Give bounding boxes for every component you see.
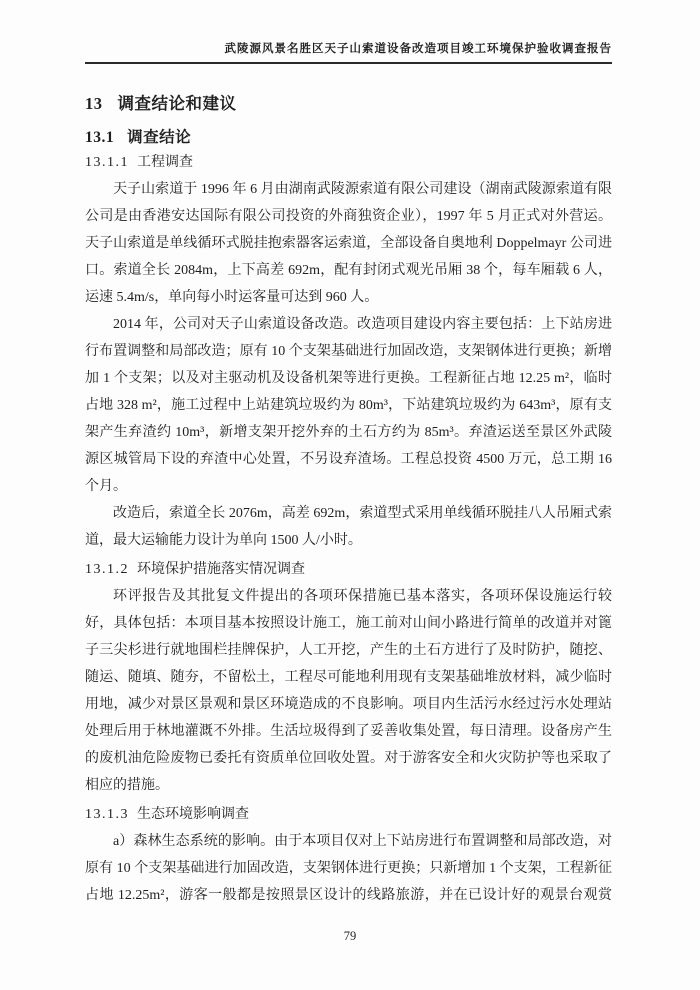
chapter-heading xyxy=(85,90,612,114)
subsection-number: 13.1.3 xyxy=(85,807,129,822)
subsection-number: 13.1.2 xyxy=(85,562,129,577)
chapter-title: 调查结论和建议 xyxy=(117,94,237,113)
subsection-title: 环境保护措施落实情况调查 xyxy=(137,562,305,577)
subsection-heading-engineering xyxy=(85,149,612,176)
running-header: 武陵源风景名胜区天子山索道设备改造项目竣工环境保护验收调查报告 xyxy=(85,40,612,64)
subsection-heading-ecological-impact xyxy=(85,801,612,828)
paragraph-post-renovation-specs: 改造后，索道全长 2076m，高差 692m，索道型式采用单线循环脱挂八人吊厢式索道，最大运输能力设计为单向 1500 人/小时。 xyxy=(85,506,612,548)
chapter-number: 13 xyxy=(85,94,103,113)
section-title: 调查结论 xyxy=(127,129,192,146)
subsection-number: 13.1.1 xyxy=(85,155,129,170)
section-heading xyxy=(85,125,612,147)
subsection-title: 工程调查 xyxy=(137,155,193,170)
section-number: 13.1 xyxy=(85,129,115,146)
paragraph-measure-implementation: 环评报告及其批复文件提出的各项环保措施已基本落实，各项环保设施运行较好，具体包括：本项目基本按照设计施工，施工前对山间小路进行简单的改道并对篦子三尖杉进行就地围栏挂牌保护，人工开挖，产生的土石方进行了及时防护，随挖、随运、随填、随夯，不留松土，工程尽可能地利用现有支架基础堆放材料，减少临时用地，减少对景区景观和景区环境造成的不良影响。项目内生活污水经过污水处理站处理后用于林地灌溉不外排。生活垃圾得到了妥善收集处置，每日清理。设备房产生的废机油危险废物已委托有资质单位回收处置。对于游客安全和火灾防护等也采取了相应的措施。 xyxy=(85,589,612,793)
paragraph-cableway-history: 天子山索道于 1996 年 6 月由湖南武陵源索道有限公司建设（湖南武陵源索道有限公司是由香港安达国际有限公司投资的外商独资企业），1997 年 5 月正式对外营运。天子山索道是单线循环式脱挂抱索器客运索道，全部设备自奥地利 Doppelmayr 公司进口。索道全长 2084m，上下高差 692m，配有封闭式观光吊厢 38 个，每车厢载 6 人，运速 5.4m/s，单向每小时运客量可达到 960 人。 xyxy=(85,182,612,305)
paragraph-renovation-scope: 2014 年，公司对天子山索道设备改造。改造项目建设内容主要包括：上下站房进行布置调整和局部改造；原有 10 个支架基础进行加固改造，支架钢体进行更换；新增加 1 个支架；以及对主驱动机及设备机架等进行更换。工程新征占地 12.25 m²，临时占地 328 m²，施工过程中上站建筑垃圾约为 80m³，下站建筑垃圾约为 643m³，原有支架产生弃渣约 10m³，新增支架开挖外弃的土石方约为 85m³。弃渣运送至景区外武陵源区城管局下设的弃渣中心处置，不另设弃渣场。工程总投资 4500 万元，总工期 16 个月。 xyxy=(85,317,612,494)
subsection-title: 生态环境影响调查 xyxy=(137,807,249,822)
paragraph-forest-ecosystem-impact: a）森林生态系统的影响。由于本项目仅对上下站房进行布置调整和局部改造，对原有 10 个支架基础进行加固改造，支架钢体进行更换；只新增加 1 个支架，工程新征占地 12.25m²，游客一般都是按照景区设计的线路旅游，并在已设计好的观景台观赏 xyxy=(85,834,612,903)
page-number: 79 xyxy=(343,929,357,943)
subsection-heading-environmental-measures xyxy=(85,556,612,583)
